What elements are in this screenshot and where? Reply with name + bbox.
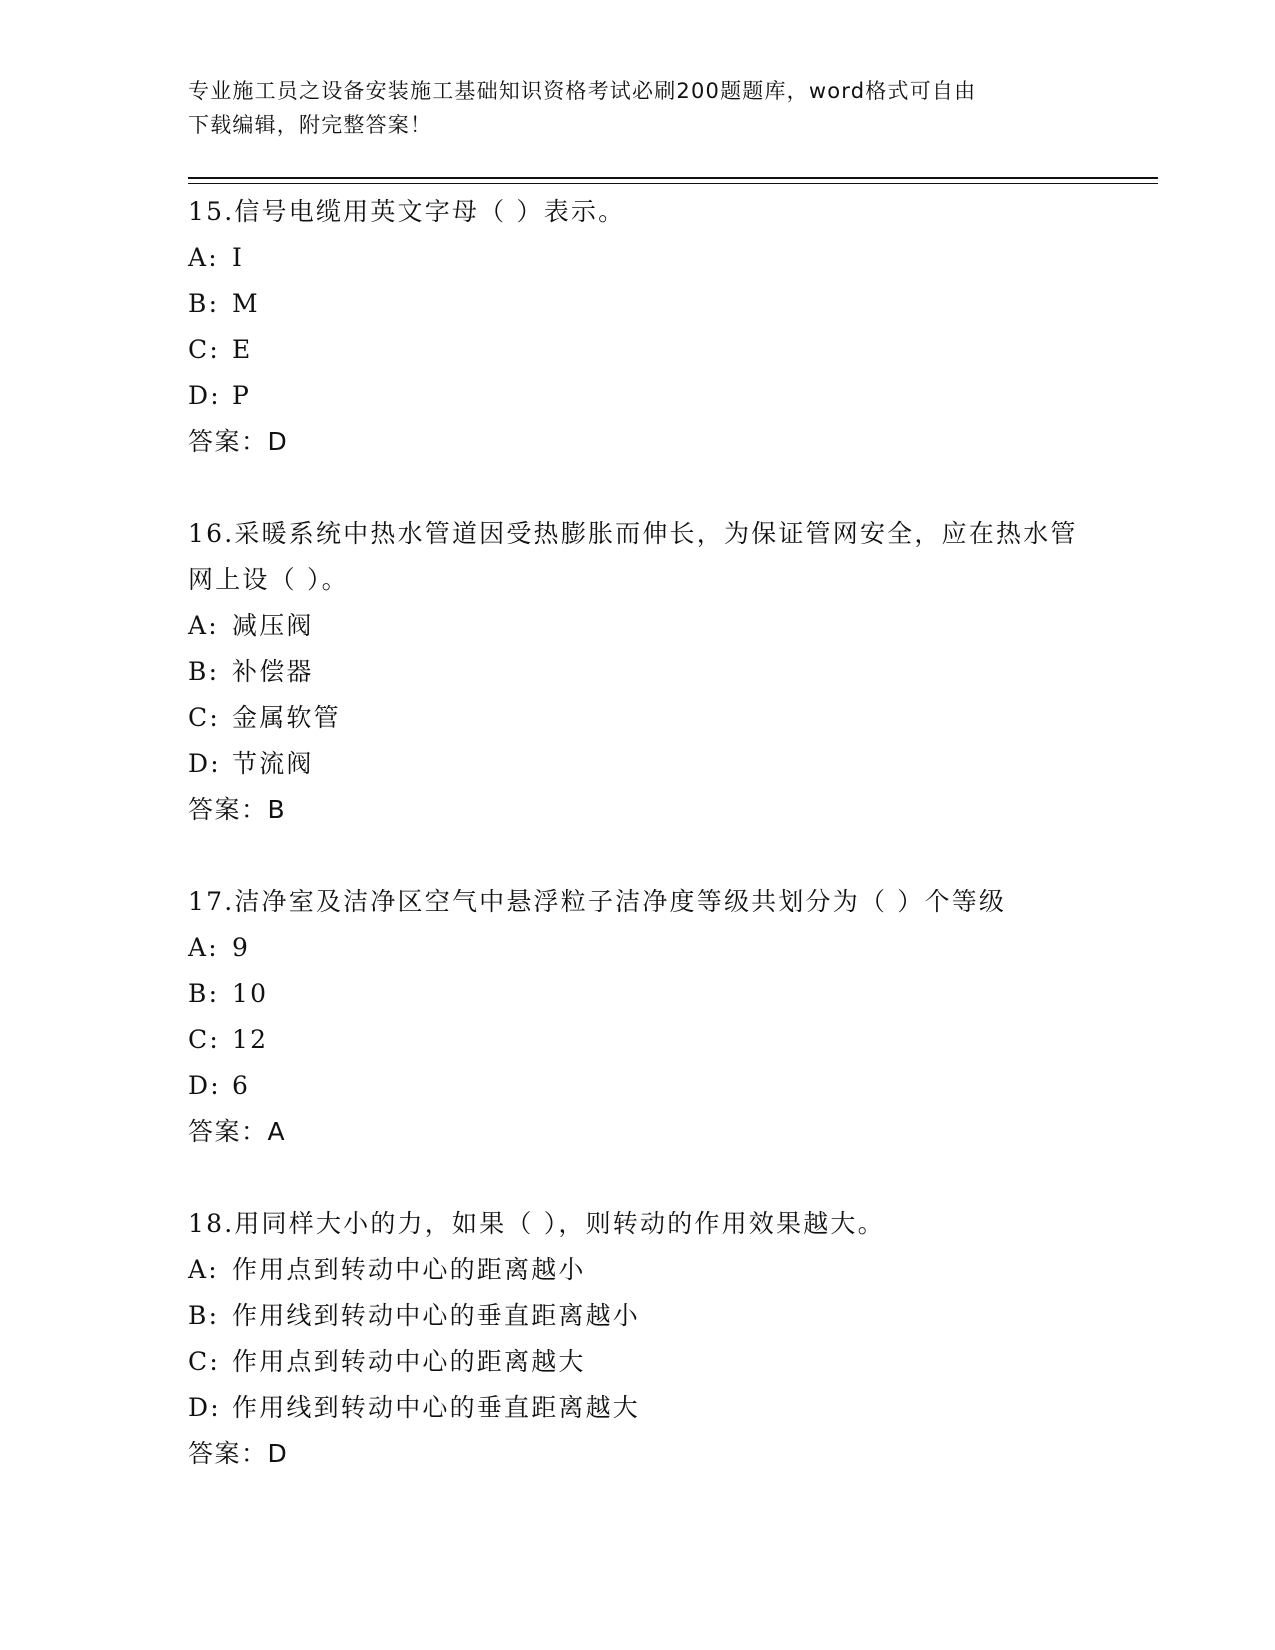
header-line-1: 专业施工员之设备安装施工基础知识资格考试必刷200题题库，word格式可自由 (188, 79, 977, 103)
question-17 (188, 879, 1088, 1155)
option-c (188, 695, 1088, 741)
option-label: B: (188, 657, 220, 686)
option-text: E (232, 335, 253, 364)
option-label: B: (188, 979, 220, 1008)
option-d (188, 1063, 1088, 1109)
option-label: D: (188, 749, 221, 778)
option-label: C: (188, 335, 220, 364)
option-text: 减压阀 (232, 611, 314, 640)
option-a (188, 925, 1088, 971)
option-a (188, 235, 1088, 281)
option-d (188, 741, 1088, 787)
option-label: C: (188, 703, 220, 732)
option-b (188, 1293, 1088, 1339)
option-a (188, 603, 1088, 649)
answer: 答案：D (188, 1439, 289, 1468)
option-b (188, 281, 1088, 327)
option-label: A: (188, 243, 219, 272)
question-stem: 16.采暖系统中热水管道因受热膨胀而伸长，为保证管网安全，应在热水管网上设（ ）。 (188, 519, 1078, 594)
option-d (188, 373, 1088, 419)
option-label: A: (188, 1255, 219, 1284)
option-text: 10 (232, 979, 269, 1008)
option-text: 作用点到转动中心的距离越大 (232, 1347, 586, 1376)
answer: 答案：B (188, 795, 287, 824)
answer: 答案：A (188, 1117, 287, 1146)
question-stem: 17.洁净室及洁净区空气中悬浮粒子洁净度等级共划分为（ ）个等级 (188, 887, 1007, 916)
option-text: 6 (232, 1071, 251, 1100)
option-label: B: (188, 289, 220, 318)
option-text: 节流阀 (232, 749, 314, 778)
header-divider-thick (188, 177, 1158, 179)
question-16 (188, 511, 1088, 833)
header-divider-thin (188, 183, 1158, 184)
question-stem: 15.信号电缆用英文字母（ ）表示。 (188, 197, 626, 226)
option-text: I (232, 243, 245, 272)
question-list (188, 189, 1088, 1523)
document-header (188, 74, 1088, 142)
option-text: 作用线到转动中心的垂直距离越大 (232, 1393, 641, 1422)
option-b (188, 649, 1088, 695)
option-text: 12 (232, 1025, 269, 1054)
question-stem: 18.用同样大小的力，如果（ ），则转动的作用效果越大。 (188, 1209, 885, 1238)
question-18 (188, 1201, 1088, 1477)
option-text: 补偿器 (232, 657, 314, 686)
option-label: C: (188, 1025, 220, 1054)
answer: 答案：D (188, 427, 289, 456)
option-a (188, 1247, 1088, 1293)
option-text: M (232, 289, 260, 318)
option-text: 作用线到转动中心的垂直距离越小 (232, 1301, 641, 1330)
option-label: B: (188, 1301, 220, 1330)
header-line-2: 下载编辑，附完整答案！ (188, 113, 433, 137)
option-label: A: (188, 611, 219, 640)
option-label: C: (188, 1347, 220, 1376)
option-c (188, 1339, 1088, 1385)
option-label: A: (188, 933, 219, 962)
option-text: 作用点到转动中心的距离越小 (232, 1255, 586, 1284)
option-d (188, 1385, 1088, 1431)
option-text: P (232, 381, 252, 410)
option-label: D: (188, 1071, 221, 1100)
option-text: 金属软管 (232, 703, 341, 732)
option-c (188, 327, 1088, 373)
option-label: D: (188, 1393, 221, 1422)
option-c (188, 1017, 1088, 1063)
question-15 (188, 189, 1088, 465)
option-b (188, 971, 1088, 1017)
option-text: 9 (232, 933, 251, 962)
option-label: D: (188, 381, 221, 410)
